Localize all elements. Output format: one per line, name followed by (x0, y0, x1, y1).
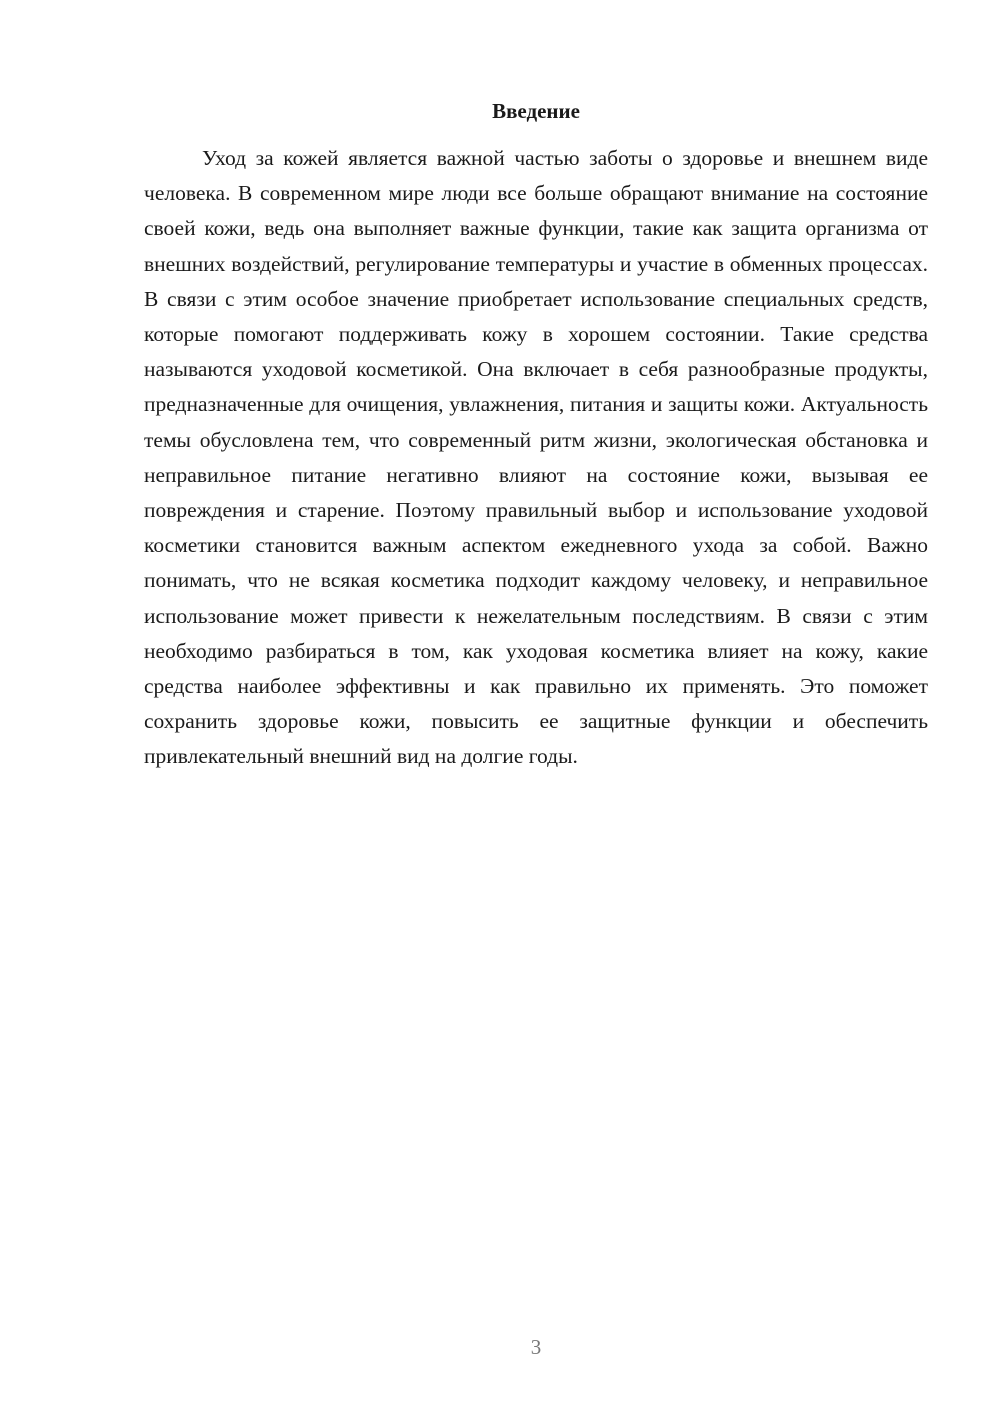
page-number: 3 (530, 1335, 542, 1359)
body-paragraph: Уход за кожей является важной частью заботы о здоровье и внешнем виде человека. В современном мире люди все больше обращают внимание на состояние своей кожи, ведь она выполняет важные функции, такие как защита организма от внешних воздействий, регулирование температуры и участие в обменных процессах. В связи с этим особое значение приобретает использование специальных средств, которые помогают поддерживать кожу в хорошем состоянии. Такие средства называются уходовой косметикой. Она включает в себя разнообразные продукты, предназначенные для очищения, увлажнения, питания и защиты кожи. Актуальность темы обусловлена тем, что современный ритм жизни, экологическая обстановка и неправильное питание негативно влияют на состояние кожи, вызывая ее повреждения и старение. Поэтому правильный выбор и использование уходовой косметики становится важным аспектом ежедневного ухода за собой. Важно понимать, что не всякая косметика подходит каждому человеку, и неправильное использование может привести к нежелательным последствиям. В связи с этим необходимо разбираться в том, как уходовая косметика влияет на кожу, какие средства наиболее эффективны и как правильно их применять. Это поможет сохранить здоровье кожи, повысить ее защитные функции и обеспечить привлекательный внешний вид на долгие годы. (144, 146, 928, 769)
section-heading: Введение (492, 99, 580, 123)
